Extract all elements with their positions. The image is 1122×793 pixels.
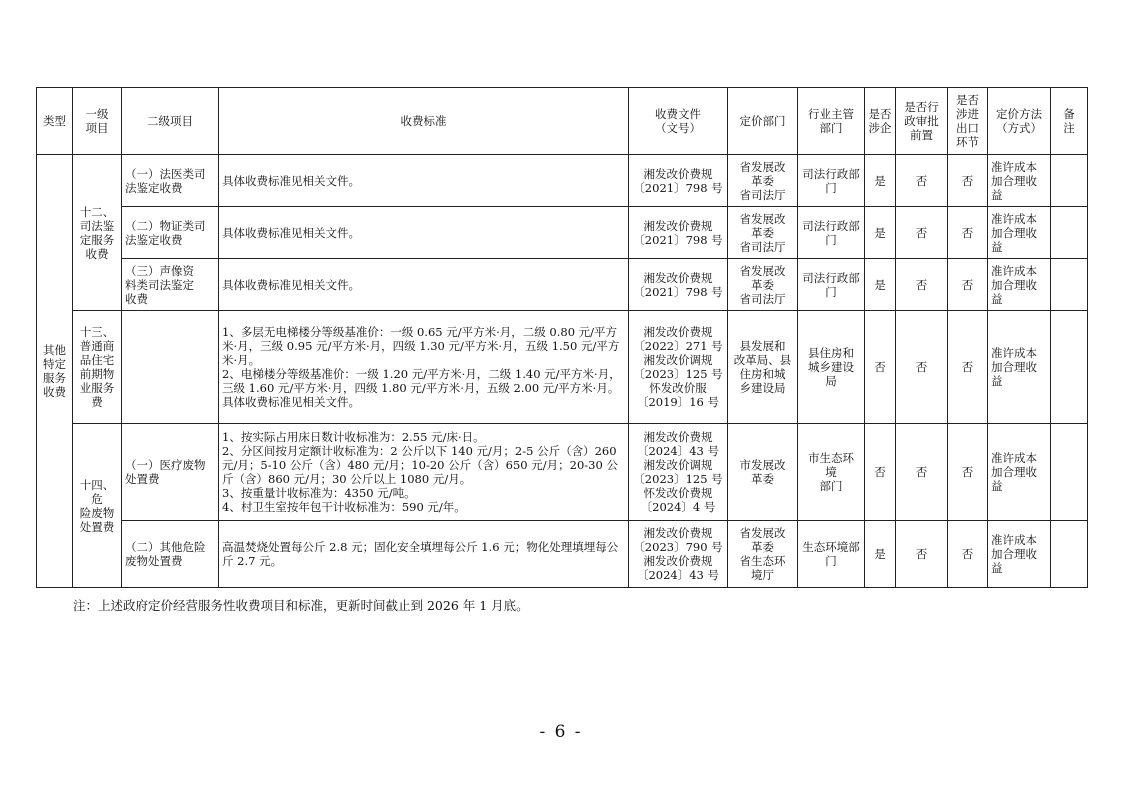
method-cell: 准许成本 加合理收 益	[988, 424, 1051, 521]
standard-cell: 具体收费标准见相关文件。	[219, 155, 629, 207]
level2-cell: （二）其他危险 废物处置费	[122, 521, 219, 588]
header-industry-dept: 行业主管 部门	[798, 88, 865, 155]
industry-dept-cell: 司法行政部 门	[798, 207, 865, 259]
enterprise-cell: 否	[865, 424, 896, 521]
table-row	[37, 424, 1088, 521]
header-row	[37, 88, 1088, 155]
import-export-cell: 否	[948, 207, 988, 259]
approval-cell: 否	[896, 424, 948, 521]
enterprise-cell: 是	[865, 207, 896, 259]
remark-cell	[1051, 207, 1088, 259]
page-number: - 6 -	[539, 722, 583, 742]
remark-cell	[1051, 155, 1088, 207]
level1-cell: 十二、 司法鉴 定服务 收费	[73, 155, 122, 311]
remark-cell	[1051, 311, 1088, 424]
header-remark: 备 注	[1051, 88, 1088, 155]
method-cell: 准许成本 加合理收 益	[988, 155, 1051, 207]
standard-cell: 具体收费标准见相关文件。	[219, 207, 629, 259]
level2-cell: （一）医疗废物 处置费	[122, 424, 219, 521]
remark-cell	[1051, 521, 1088, 588]
level1-cell: 十三、 普通商 品住宅 前期物 业服务 费	[73, 311, 122, 424]
enterprise-cell: 是	[865, 259, 896, 311]
standard-cell: 1、多层无电梯楼分等级基准价：一级 0.65 元/平方米·月，二级 0.80 元/平方米·月，三级 0.95 元/平方米·月，四级 1.30 元/平方米·月，五级 1.50 元/平方米·月。 2、电梯楼分等级基准价：一级 1.20 元/平方米·月，二级 1.40 元/平方米·月，三级 1.60 元/平方米·月，四级 1.80 元/平方米·月，五级 2.00 元/平方米·月。 具体收费标准见相关文件。	[219, 311, 629, 424]
pricing-dept-cell: 市发展改 革委	[728, 424, 798, 521]
method-cell: 准许成本 加合理收 益	[988, 311, 1051, 424]
table-row	[37, 207, 1088, 259]
standard-cell: 高温焚烧处置每公斤 2.8 元；固化安全填埋每公斤 1.6 元；物化处理填埋每公斤 2.7 元。	[219, 521, 629, 588]
enterprise-cell: 是	[865, 521, 896, 588]
doc-cell: 湘发改价费规 〔2023〕790 号 湘发改价费规 〔2024〕43 号	[629, 521, 728, 588]
pricing-dept-cell: 县发展和 改革局、县 住房和城 乡建设局	[728, 311, 798, 424]
pricing-dept-cell: 省发展改 革委 省司法厅	[728, 207, 798, 259]
header-method: 定价方法 （方式）	[988, 88, 1051, 155]
pricing-dept-cell: 省发展改 革委 省司法厅	[728, 259, 798, 311]
footnote: 注：上述政府定价经营服务性收费项目和标准，更新时间截止到 2026 年 1 月底。	[73, 598, 529, 613]
header-type: 类型	[37, 88, 73, 155]
remark-cell	[1051, 259, 1088, 311]
doc-cell: 湘发改价费规 〔2022〕271 号 湘发改价调规 〔2023〕125 号 怀发改价服 〔2019〕16 号	[629, 311, 728, 424]
table-row	[37, 311, 1088, 424]
level2-cell: （一）法医类司 法鉴定收费	[122, 155, 219, 207]
standard-cell: 1、按实际占用床日数计收标准为：2.55 元/床·日。 2、分区间按月定额计收标准为：2 公斤以下 140 元/月；2-5 公斤（含）260 元/月；5-10 公斤（含）480 元/月；10-20 公斤（含）650 元/月；20-30 公斤（含）860 元/月；30 公斤以上 1080 元/月。 3、按重量计收标准为：4350 元/吨。 4、村卫生室按年包干计收标准为：590 元/年。	[219, 424, 629, 521]
level2-cell	[122, 311, 219, 424]
level2-cell: （二）物证类司 法鉴定收费	[122, 207, 219, 259]
table-row	[37, 155, 1088, 207]
industry-dept-cell: 县住房和 城乡建设 局	[798, 311, 865, 424]
method-cell: 准许成本 加合理收 益	[988, 259, 1051, 311]
import-export-cell: 否	[948, 155, 988, 207]
enterprise-cell: 否	[865, 311, 896, 424]
industry-dept-cell: 司法行政部 门	[798, 155, 865, 207]
pricing-dept-cell: 省发展改 革委 省生态环 境厅	[728, 521, 798, 588]
header-level2: 二级项目	[122, 88, 219, 155]
doc-cell: 湘发改价费规 〔2021〕798 号	[629, 155, 728, 207]
doc-cell: 湘发改价费规 〔2021〕798 号	[629, 207, 728, 259]
remark-cell	[1051, 424, 1088, 521]
header-level1: 一级 项目	[73, 88, 122, 155]
header-doc: 收费文件 （文号）	[629, 88, 728, 155]
method-cell: 准许成本 加合理收 益	[988, 207, 1051, 259]
industry-dept-cell: 司法行政部 门	[798, 259, 865, 311]
header-approval: 是否行 政审批 前置	[896, 88, 948, 155]
approval-cell: 否	[896, 207, 948, 259]
approval-cell: 否	[896, 521, 948, 588]
type-cell: 其他 特定 服务 收费	[37, 155, 73, 588]
approval-cell: 否	[896, 311, 948, 424]
import-export-cell: 否	[948, 424, 988, 521]
approval-cell: 否	[896, 259, 948, 311]
header-enterprise: 是否 涉企	[865, 88, 896, 155]
header-import-export: 是否 涉进 出口 环节	[948, 88, 988, 155]
doc-cell: 湘发改价费规 〔2024〕43 号 湘发改价调规 〔2023〕125 号 怀发改价费规 〔2024〕4 号	[629, 424, 728, 521]
level2-cell: （三）声像资 料类司法鉴定 收费	[122, 259, 219, 311]
pricing-dept-cell: 省发展改 革委 省司法厅	[728, 155, 798, 207]
method-cell: 准许成本 加合理收 益	[988, 521, 1051, 588]
industry-dept-cell: 市生态环 境 部门	[798, 424, 865, 521]
import-export-cell: 否	[948, 311, 988, 424]
table-row	[37, 521, 1088, 588]
standard-cell: 具体收费标准见相关文件。	[219, 259, 629, 311]
import-export-cell: 否	[948, 259, 988, 311]
header-standard: 收费标准	[219, 88, 629, 155]
fee-table	[36, 87, 1088, 588]
import-export-cell: 否	[948, 521, 988, 588]
doc-cell: 湘发改价费规 〔2021〕798 号	[629, 259, 728, 311]
industry-dept-cell: 生态环境部 门	[798, 521, 865, 588]
level1-cell: 十四、危 险废物 处置费	[73, 424, 122, 588]
header-pricing-dept: 定价部门	[728, 88, 798, 155]
table-row	[37, 259, 1088, 311]
enterprise-cell: 是	[865, 155, 896, 207]
approval-cell: 否	[896, 155, 948, 207]
